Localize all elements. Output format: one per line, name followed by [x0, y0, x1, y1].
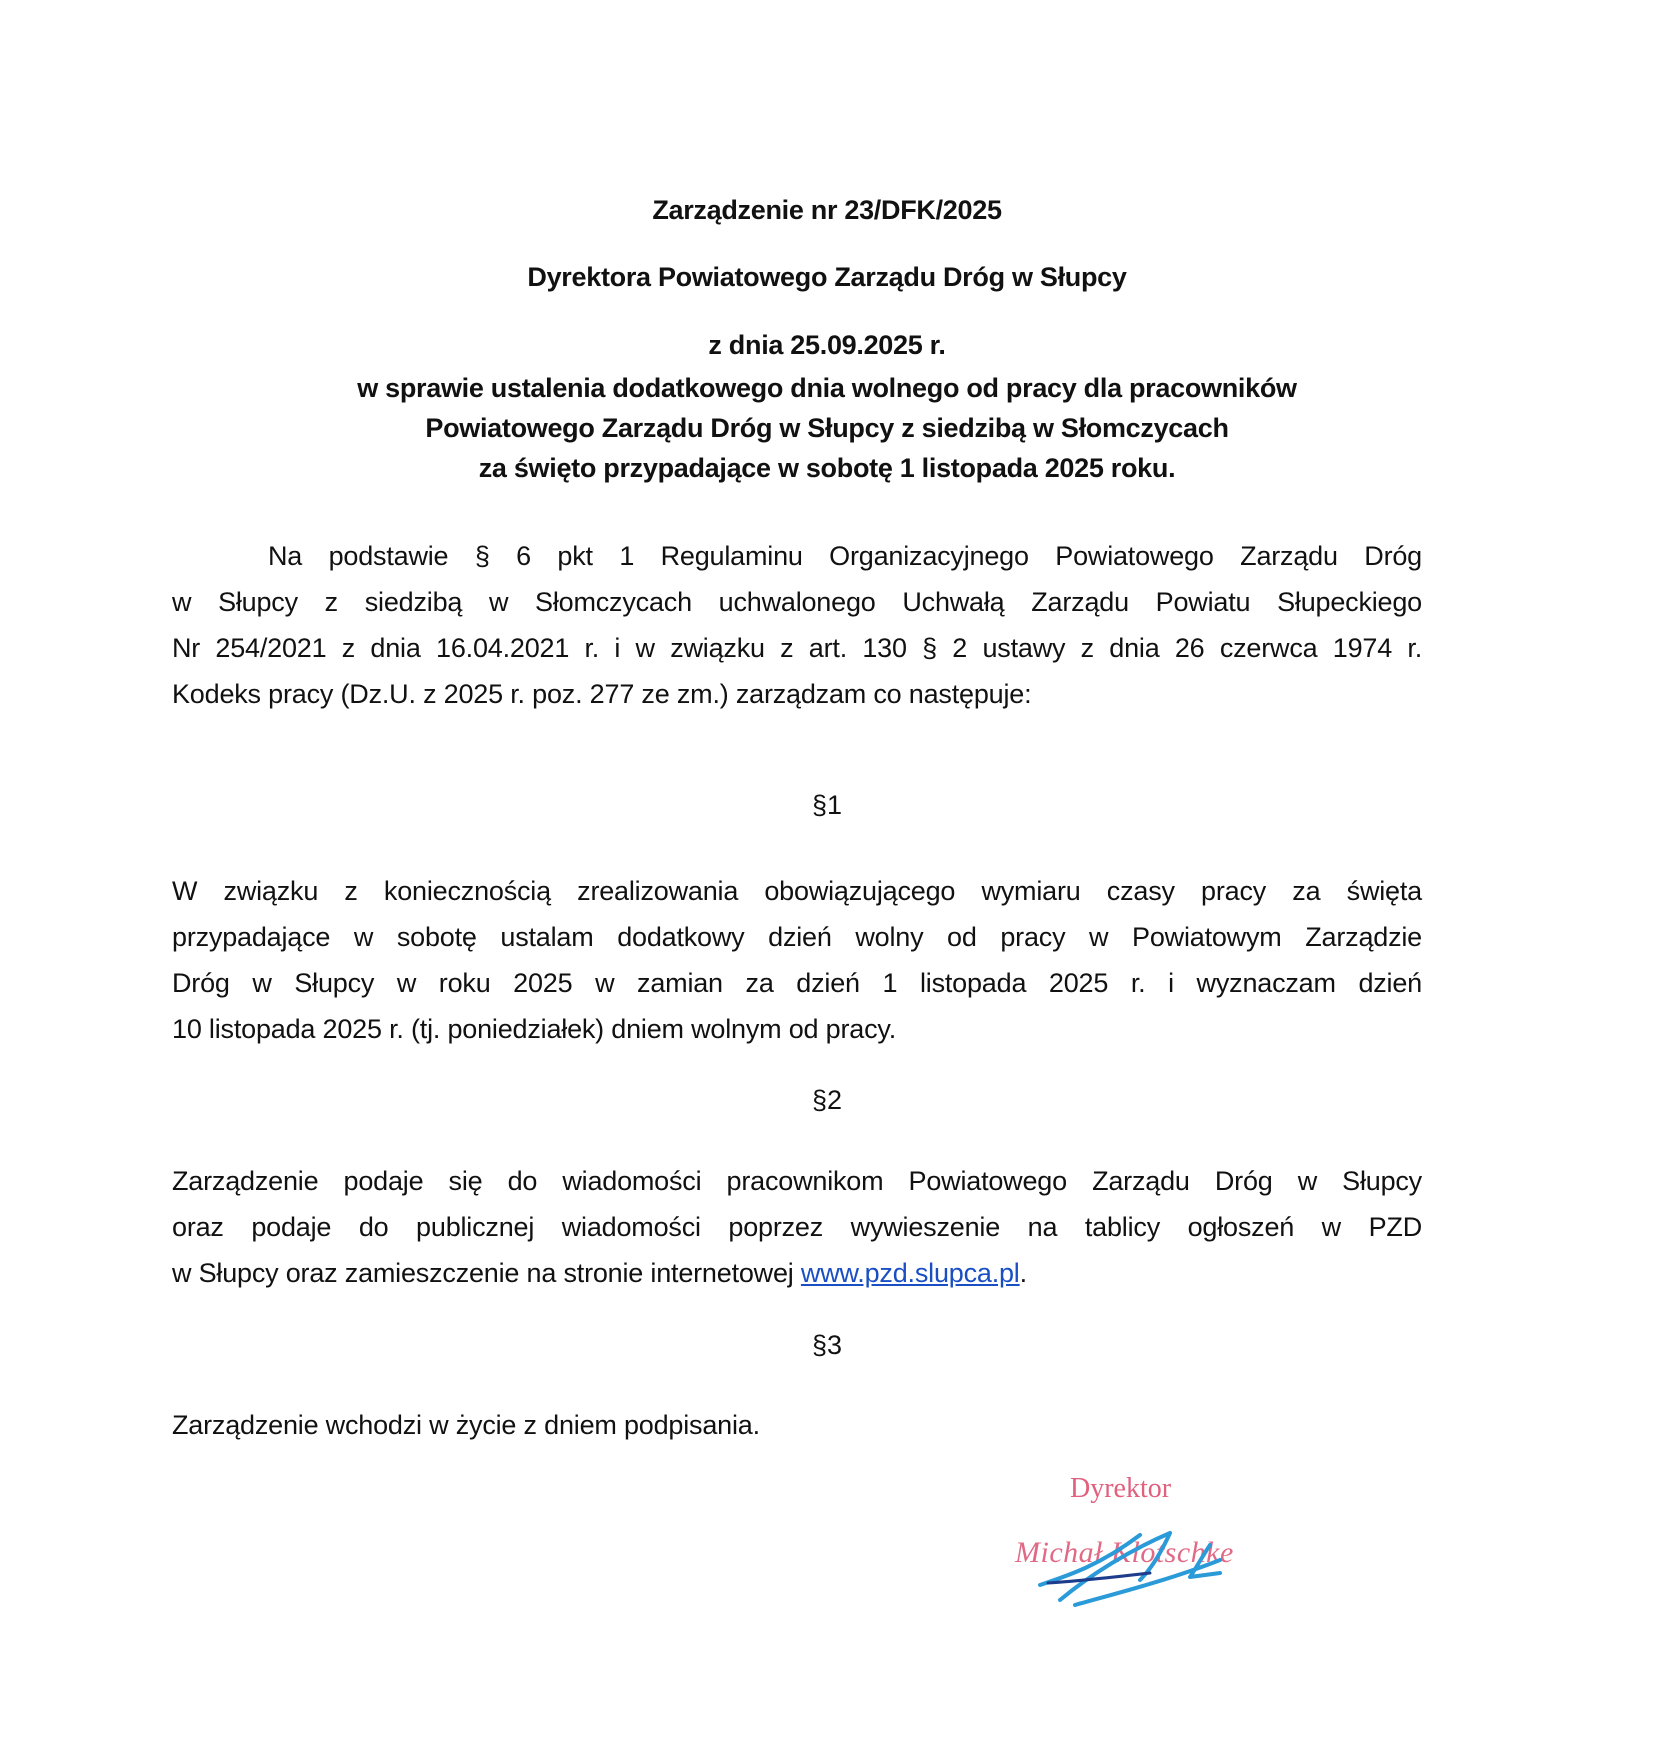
document-issuer: Dyrektora Powiatowego Zarządu Dróg w Słupcy	[527, 262, 1127, 292]
preamble-line: Na podstawie § 6 pkt 1 Regulaminu Organizacyjnego Powiatowego Zarządu Dróg	[268, 541, 1422, 571]
document-date: z dnia 25.09.2025 r.	[708, 330, 946, 360]
section-2-paragraph	[172, 1158, 1422, 1296]
section-line: W związku z koniecznością zrealizowania obowiązującego wymiaru czasy pracy za święta	[172, 876, 1422, 906]
section-3-paragraph	[172, 1402, 1422, 1448]
preamble-line: w Słupcy z siedzibą w Słomczycach uchwalonego Uchwałą Zarządu Powiatu Słupeckiego	[172, 587, 1422, 617]
document-title: Zarządzenie nr 23/DFK/2025	[652, 195, 1002, 225]
section-line: Dróg w Słupcy w roku 2025 w zamian za dzień 1 listopada 2025 r. i wyznaczam dzień	[172, 968, 1422, 998]
stamp-name: Michał Klotschke	[1015, 1536, 1234, 1569]
section-line-suffix: .	[1019, 1258, 1027, 1288]
handwritten-signature	[1020, 1515, 1260, 1615]
website-link[interactable]: www.pzd.slupca.pl	[800, 1258, 1020, 1288]
preamble-line: Kodeks pracy (Dz.U. z 2025 r. poz. 277 ze zm.) zarządzam co następuje:	[172, 679, 1032, 709]
section-line	[172, 1250, 1422, 1296]
section-3-heading: §3	[811, 1330, 843, 1360]
section-2-heading: §2	[811, 1085, 843, 1115]
preamble-line: Nr 254/2021 z dnia 16.04.2021 r. i w związku z art. 130 § 2 ustawy z dnia 26 czerwca 1974 r.	[172, 633, 1422, 663]
preamble-paragraph	[172, 533, 1422, 717]
section-line: Zarządzenie podaje się do wiadomości pracownikom Powiatowego Zarządu Dróg w Słupcy	[172, 1166, 1422, 1196]
subject-line: za święto przypadające w sobotę 1 listopada 2025 roku.	[478, 453, 1176, 483]
subject-line: w sprawie ustalenia dodatkowego dnia wolnego od pracy dla pracowników	[357, 373, 1297, 403]
stamp-title: Dyrektor	[1070, 1473, 1172, 1504]
section-line: oraz podaje do publicznej wiadomości poprzez wywieszenie na tablicy ogłoszeń w PZD	[172, 1212, 1422, 1242]
section-1-paragraph	[172, 868, 1422, 1052]
section-1-heading: §1	[811, 790, 843, 820]
section-line: Zarządzenie wchodzi w życie z dniem podpisania.	[172, 1410, 760, 1440]
section-line: 10 listopada 2025 r. (tj. poniedziałek) dniem wolnym od pracy.	[172, 1014, 896, 1044]
subject-line: Powiatowego Zarządu Dróg w Słupcy z siedzibą w Słomczycach	[425, 413, 1229, 443]
section-line: przypadające w sobotę ustalam dodatkowy dzień wolny od pracy w Powiatowym Zarządzie	[172, 922, 1422, 952]
section-line-text: w Słupcy oraz zamieszczenie na stronie internetowej	[172, 1258, 801, 1288]
